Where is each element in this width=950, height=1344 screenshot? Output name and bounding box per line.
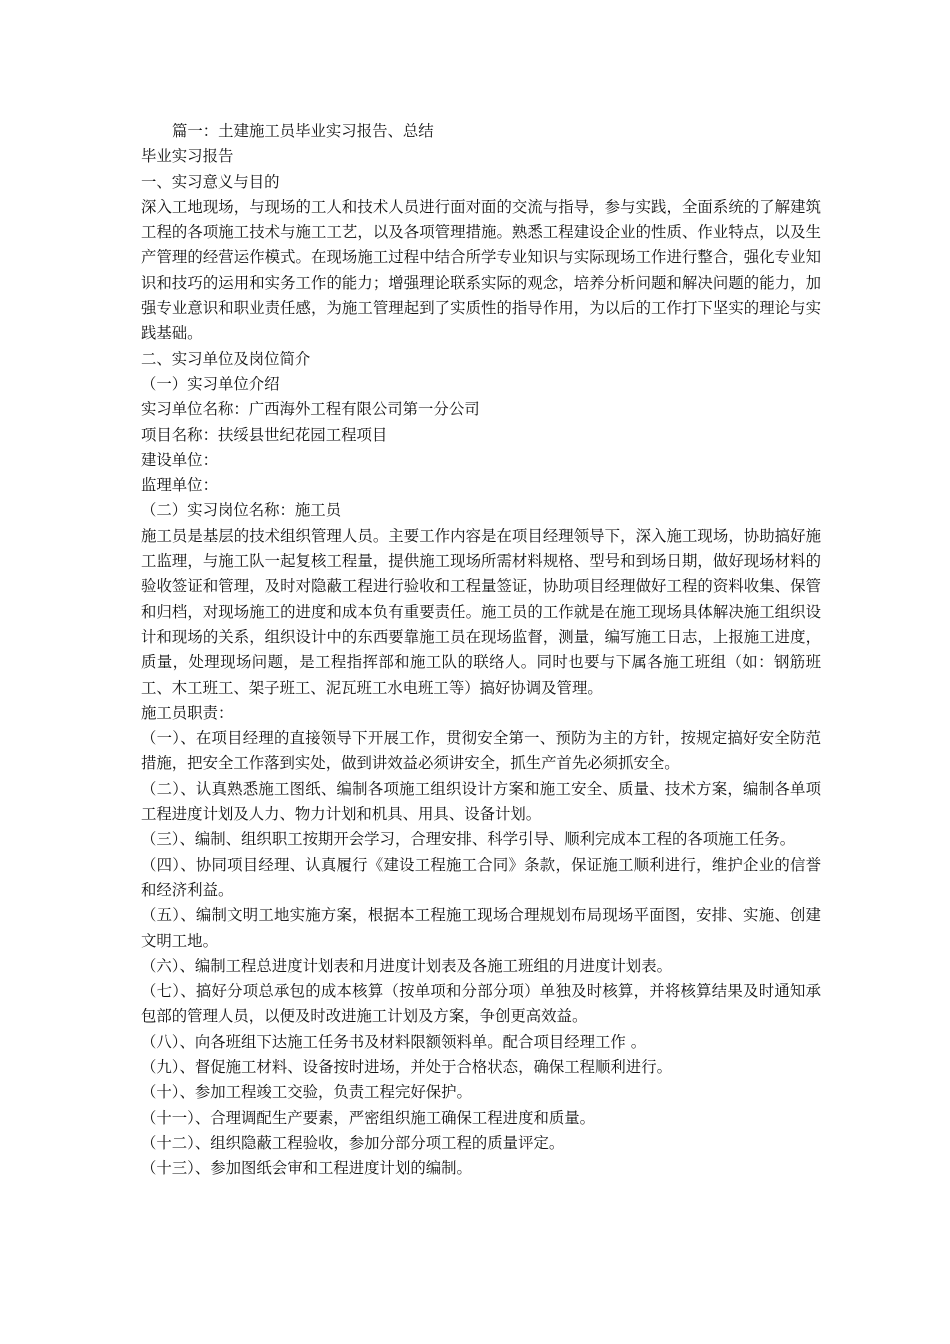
duty-item: （八）、向各班组下达施工任务书及材料限额领料单。配合项目经理工作 。 bbox=[141, 1032, 647, 1051]
duty-item: （四）、协同项目经理、认真履行《建设工程施工合同》条款，保证施工顺利进行，维护企业的信誉和经济利益。 bbox=[141, 855, 821, 899]
supervisor-line: 监理单位： bbox=[141, 476, 218, 495]
duty-item: （十）、参加工程竣工交验，负责工程完好保护。 bbox=[141, 1083, 472, 1102]
role-paragraph: 施工员是基层的技术组织管理人员。主要工作内容是在项目经理领导下，深入施工现场，协助搞好施工监理，与施工队一起复核工程量，提供施工现场所需材料规格、型号和到场日期，做好现场材料的验收签证和管理，及时对隐蔽工程进行验收和工程量签证，协助项目经理做好工程的资料收集、保管和归档，对现场施工的进度和成本负有重要责任。施工员的工作就是在施工现场具体解决施工组织设计和现场的关系，组织设计中的东西要靠施工员在现场监督，测量，编写施工日志，上报施工进度，质量，处理现场问题，是工程指挥部和施工队的联络人。同时也要与下属各施工班组（如：钢筋班工、木工班工、架子班工、泥瓦班工水电班工等）搞好协调及管理。 bbox=[141, 526, 821, 697]
duty-item: （二）、认真熟悉施工图纸、编制各项施工组织设计方案和施工安全、质量、技术方案，编制各单项工程进度计划及人力、物力计划和机具、用具、设备计划。 bbox=[141, 779, 821, 824]
duties-heading: 施工员职责： bbox=[141, 703, 234, 722]
duty-item: （三）、编制、组织职工按期开会学习，合理安排、科学引导、顺利完成本工程的各项施工任务。 bbox=[141, 830, 796, 849]
duty-item: （十二）、组织隐蔽工程验收，参加分部分项工程的质量评定。 bbox=[141, 1133, 565, 1152]
duty-item: （一）、在项目经理的直接领导下开展工作，贯彻安全第一、预防为主的方针，按规定搞好安全防范措施，把安全工作落到实处，做到讲效益必须讲安全，抓生产首先必须抓安全。 bbox=[141, 729, 821, 773]
duty-item: （六）、编制工程总进度计划表和月进度计划表及各施工班组的月进度计划表。 bbox=[141, 956, 672, 975]
subsection-heading-position: （二）实习岗位名称：施工员 bbox=[141, 501, 342, 520]
section-heading-unit: 二、实习单位及岗位简介 bbox=[141, 349, 311, 368]
duty-item: （十三）、参加图纸会审和工程进度计划的编制。 bbox=[141, 1159, 472, 1178]
document-page bbox=[141, 119, 821, 1181]
duty-item: （五）、编制文明工地实施方案，根据本工程施工现场合理规划布局现场平面图，安排、实施、创建文明工地。 bbox=[141, 906, 821, 950]
subsection-heading-unit-intro: （一）实习单位介绍 bbox=[141, 374, 280, 393]
purpose-paragraph: 深入工地现场，与现场的工人和技术人员进行面对面的交流与指导，参与实践，全面系统的了解建筑工程的各项施工技术与施工工艺，以及各项管理措施。熟悉工程建设企业的性质、作业特点，以及生产管理的经营运作模式。在现场施工过程中结合所学专业知识与实际现场工作进行整合，强化专业知识和技巧的运用和实务工作的能力；增强理论联系实际的观念，培养分析问题和解决问题的能力，加强专业意识和职业责任感，为施工管理起到了实质性的指导作用，为以后的工作打下坚实的理论与实践基础。 bbox=[141, 197, 821, 343]
section-heading-purpose: 一、实习意义与目的 bbox=[141, 172, 280, 191]
builder-line: 建设单位： bbox=[141, 450, 218, 469]
project-name-line: 项目名称：扶绥县世纪花园工程项目 bbox=[141, 425, 388, 444]
duty-item: （七）、搞好分项总承包的成本核算（按单项和分部分项）单独及时核算，并将核算结果及时通知承包部的管理人员，以便及时改进施工计划及方案，争创更高效益。 bbox=[141, 982, 821, 1026]
duty-item: （十一）、合理调配生产要素，严密组织施工确保工程进度和质量。 bbox=[141, 1108, 596, 1127]
duty-item: （九）、督促施工材料、设备按时进场，并处于合格状态，确保工程顺利进行。 bbox=[141, 1057, 672, 1076]
report-subtitle: 毕业实习报告 bbox=[141, 147, 234, 166]
document-title: 篇一：土建施工员毕业实习报告、总结 bbox=[172, 122, 434, 140]
unit-name-line: 实习单位名称：广西海外工程有限公司第一分公司 bbox=[141, 400, 480, 419]
